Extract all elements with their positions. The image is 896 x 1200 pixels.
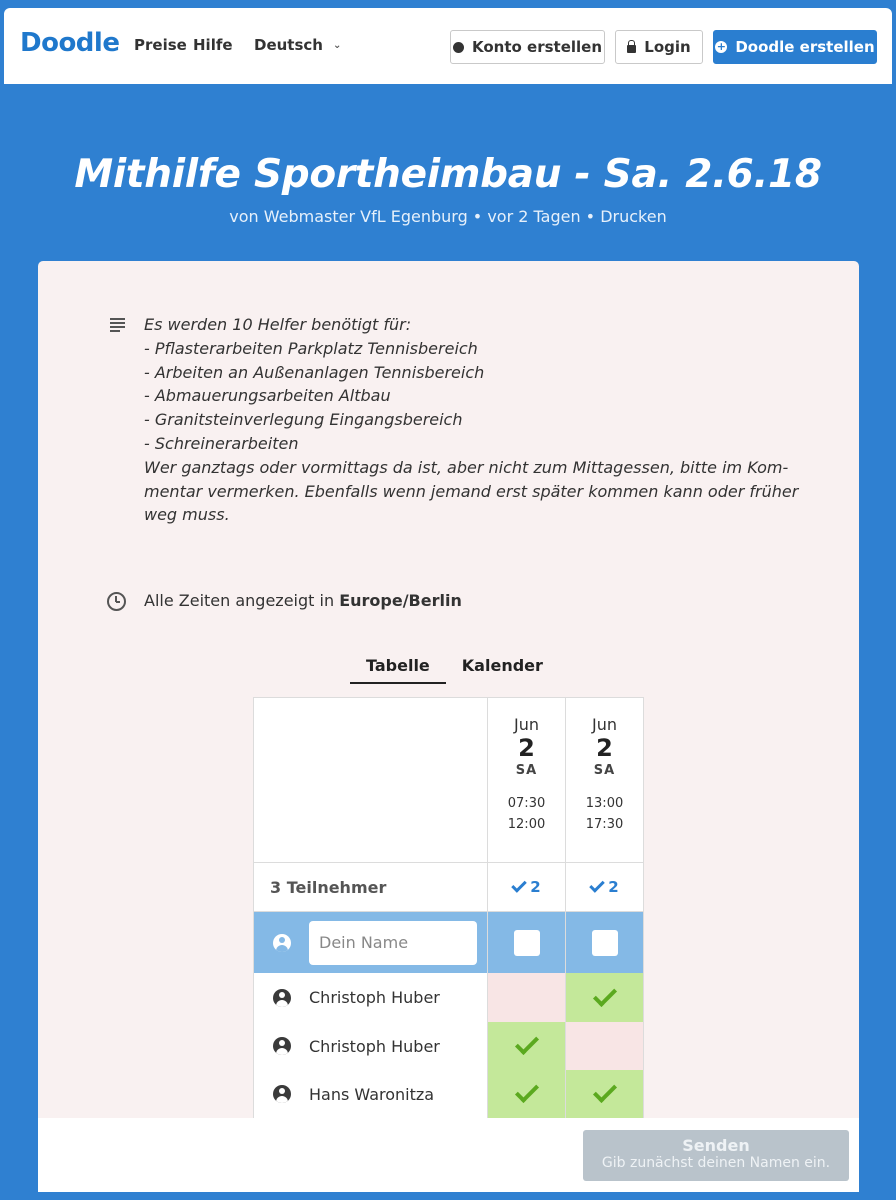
tab-calendar[interactable]: Kalender xyxy=(461,656,543,675)
check-icon xyxy=(592,1079,616,1103)
description-line: Es werden 10 Helfer benötigt für: xyxy=(144,315,412,334)
user-icon xyxy=(273,934,291,952)
description-line: - Granitsteinverlegung Eingangsbereich xyxy=(144,410,463,430)
chevron-down-icon: ⌄ xyxy=(332,39,342,51)
check-icon xyxy=(590,877,606,893)
participant-count-label: 3 Teilnehmer xyxy=(270,877,387,897)
check-icon xyxy=(514,1031,538,1055)
date-column-header xyxy=(565,698,643,862)
vote-cell xyxy=(487,912,565,973)
poll-subtitle: von Webmaster VfL Egenburg • vor 2 Tagen • Drucken xyxy=(229,207,667,226)
column-start-time: 13:00 xyxy=(585,796,624,811)
vote-cell-yes xyxy=(565,973,643,1022)
vote-cell-no xyxy=(565,1022,643,1070)
vote-cell-yes xyxy=(565,1070,643,1118)
login-button[interactable] xyxy=(615,30,703,64)
description-line: - Arbeiten an Außenanlagen Tennisbereich xyxy=(144,362,485,382)
timezone-info xyxy=(144,591,462,610)
poll-table xyxy=(253,697,644,1119)
language-selector[interactable] xyxy=(254,36,341,54)
poll-card xyxy=(38,261,859,1161)
nav-help-link[interactable]: Hilfe xyxy=(193,36,233,54)
column-weekday: SA xyxy=(593,763,616,778)
column-month: Jun xyxy=(514,715,539,734)
timezone-prefix: Alle Zeiten angezeigt in xyxy=(144,591,335,610)
check-icon xyxy=(514,1079,538,1103)
nav-prices-link[interactable]: Preise xyxy=(134,36,187,54)
date-column-header xyxy=(487,698,565,862)
poll-title: Mithilfe Sportheimbau - Sa. 2.6.18 xyxy=(74,152,822,197)
vote-count: 2 xyxy=(608,878,619,896)
user-icon xyxy=(273,1085,291,1103)
description-line: - Schreinerarbeiten xyxy=(144,433,299,453)
vote-count: 2 xyxy=(530,878,541,896)
column-start-time: 07:30 xyxy=(507,796,546,811)
user-icon xyxy=(273,989,291,1007)
note-line: mentar vermerken. Ebenfalls wenn jemand erst später kommen kann oder früher xyxy=(144,481,799,501)
description-icon xyxy=(110,318,125,334)
create-account-label: Konto erstellen xyxy=(471,38,603,56)
participant-name: Hans Waronitza xyxy=(309,1084,435,1104)
participant-count-row xyxy=(254,862,643,911)
vote-cell-yes xyxy=(487,1070,565,1118)
send-hint: Gib zunächst deinen Namen ein. xyxy=(601,1155,831,1171)
column-end-time: 17:30 xyxy=(585,817,624,832)
doodle-logo[interactable]: Doodle xyxy=(20,28,120,58)
vote-cell-no xyxy=(487,973,565,1022)
column-month: Jun xyxy=(592,715,617,734)
column-day: 2 xyxy=(518,734,535,762)
column-time xyxy=(488,793,565,835)
language-label: Deutsch xyxy=(254,36,323,54)
plus-circle-icon: + xyxy=(716,40,726,53)
view-tabs xyxy=(350,655,559,684)
timezone-value: Europe/Berlin xyxy=(339,591,462,610)
user-icon xyxy=(453,42,464,53)
tab-table[interactable]: Tabelle xyxy=(350,655,446,684)
send-label: Senden xyxy=(682,1136,750,1155)
participant-row xyxy=(254,1022,643,1070)
lock-icon xyxy=(627,45,636,53)
vote-checkbox[interactable] xyxy=(592,930,618,956)
top-navbar xyxy=(4,8,892,84)
participant-name: Christoph Huber xyxy=(309,1036,440,1056)
check-icon xyxy=(512,877,528,893)
column-day: 2 xyxy=(596,734,613,762)
create-account-button[interactable] xyxy=(450,30,605,64)
participant-row xyxy=(254,1070,643,1118)
create-doodle-button[interactable] xyxy=(713,30,877,64)
send-button[interactable] xyxy=(583,1130,849,1181)
note-line: Wer ganztags oder vormittags da ist, aber nicht zum Mittagessen, bitte im Kom- xyxy=(144,457,789,477)
submit-bar xyxy=(38,1118,859,1192)
vote-cell xyxy=(565,912,643,973)
new-participant-row xyxy=(254,911,643,973)
participant-row xyxy=(254,973,643,1022)
description-line: - Abmauerungsarbeiten Altbau xyxy=(144,386,391,406)
clock-icon xyxy=(107,592,126,611)
poll-description xyxy=(144,313,799,527)
create-doodle-label: Doodle erstellen xyxy=(735,38,875,56)
column-time xyxy=(566,793,643,835)
vote-count-cell xyxy=(487,863,565,911)
column-weekday: SA xyxy=(515,763,538,778)
note-line: weg muss. xyxy=(144,505,230,525)
participant-name: Christoph Huber xyxy=(309,988,440,1007)
user-icon xyxy=(273,1037,291,1055)
column-end-time: 12:00 xyxy=(507,817,546,832)
check-icon xyxy=(592,982,616,1006)
description-line: - Pflasterarbeiten Parkplatz Tennisbereich xyxy=(144,338,478,358)
vote-checkbox[interactable] xyxy=(514,930,540,956)
name-input[interactable] xyxy=(309,921,477,965)
vote-count-cell xyxy=(565,863,643,911)
login-label: Login xyxy=(644,38,691,56)
vote-cell-yes xyxy=(487,1022,565,1070)
